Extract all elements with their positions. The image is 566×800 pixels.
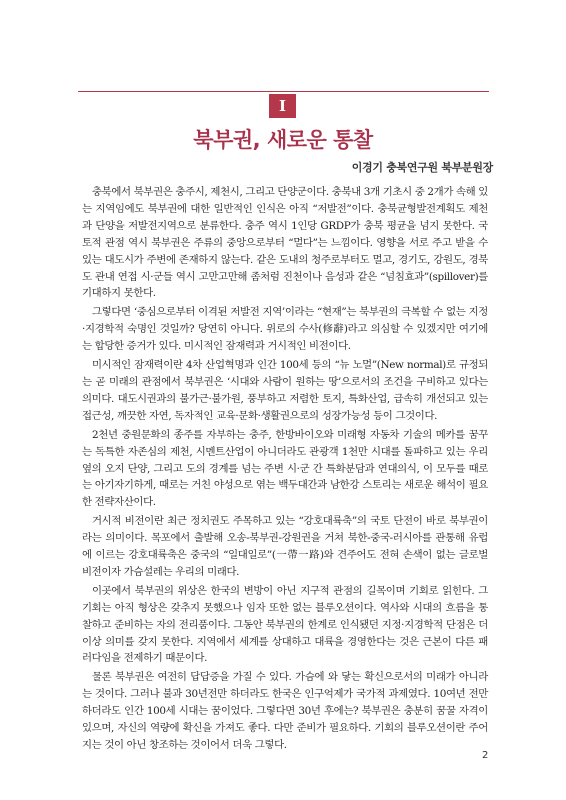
author-line: 이경기 충북연구원 북부분원장 bbox=[351, 161, 493, 174]
chapter-badge: I bbox=[269, 94, 296, 118]
paragraph-5: 거시적 비전이란 최근 정치권도 주목하고 있는 “강호대륙축”의 국토 단전이 바로 북부권이라는 의미이다. 목포에서 출발해 오송-북부권-강원권을 거쳐 북한-중국-러시아를 관통해 유럽에 이르는 강호대륙축은 중국의 “일대일로”(一帶一路)와 견주어도 전혀 손색이 없는 글로벌 비전이자 가슴설레는 우리의 미래다. bbox=[82, 515, 488, 578]
page-number: 2 bbox=[482, 750, 489, 761]
top-divider bbox=[78, 91, 489, 92]
paragraph-1: 충북에서 북부권은 충주시, 제천시, 그리고 단양군이다. 충북내 3개 기초시 중 2개가 속해 있는 지역임에도 북부권에 대한 일반적인 인식은 아직 “저발전”이다. 충북균형발전계획도 제천과 단양을 저발전지역으로 분류한다. 충주 역시 1인당 GRDP가 충북 평균을 넘지 못한다. 국토적 관점 역시 북부권은 주류의 중앙으로부터 “멀다”는 느낌이다. 영향을 서로 주고 받을 수 있는 대도시가 주변에 존재하지 않는다. 같은 도내의 청주로부터도 멀고, 경기도, 강원도, 경북도 관내 연접 시·군들 역시 고만고만해 좀처럼 진천이나 음성과 같은 “넘침효과”(spillover)를 기대하지 못한다. bbox=[82, 186, 488, 300]
paragraph-2: 그렇다면 ‘중심으로부터 이격된 저발전 지역’이라는 “현재”는 북부권의 극복할 수 없는 지정·지경학적 숙명인 것일까? 당연히 아니다. 위로의 수사(修辭)라고 의심할 수 있겠지만 여기에는 합당한 증거가 있다. 미시적인 잠재력과 거시적인 비전이다. bbox=[82, 306, 488, 353]
page-title: 북부권, 새로운 통찰 bbox=[193, 128, 373, 152]
paragraph-4: 2천년 중원문화의 종주를 자부하는 충주, 한방바이오와 미래형 자동차 기술의 메카를 꿈꾸는 독특한 자존심의 제천, 시멘트산업이 아니더라도 관광객 1천만 시대를 돌파하고 있는 우리 옆의 오지 단양, 그리고 도의 경계를 넘는 주변 시·군 간 특화분담과 연대의식, 이 모두를 때로는 아기자기하게, 때로는 거친 야성으로 엮는 백두대간과 남한강 스토리는 새로운 해석이 필요한 전략자산이다. bbox=[82, 428, 488, 509]
paragraph-3: 미시적인 잠재력이란 4차 산업혁명과 인간 100세 등의 “뉴 노멀”(New normal)로 규정되는 곧 미래의 관점에서 북부권은 ‘시대와 사람이 원하는 땅’으로서의 조건을 구비하고 있다는 의미다. 대도시권과의 불가근·불가원, 풍부하고 저렴한 토지, 특화산업, 급속히 개선되고 있는 접근성, 깨끗한 자연, 독자적인 교육·문화·생활권으로의 성장가능성 등이 그것이다. bbox=[82, 359, 488, 422]
paragraph-6: 이곳에서 북부권의 위상은 한국의 변방이 아닌 지구적 관점의 길목이며 기회로 읽힌다. 그 기회는 아직 형상은 갖추지 못했으나 임자 또한 없는 블루오션이다. 역사와 시대의 흐름을 통찰하고 준비하는 자의 전리품이다. 그동안 북부권의 한계로 인식됐던 지정·지경학적 단점은 더 이상 의미를 갖지 못한다. 지역에서 세계를 상대하고 대륙을 경영한다는 것은 근본이 다른 패러다임을 전제하기 때문이다. bbox=[82, 584, 488, 665]
paragraph-7: 물론 북부권은 여전히 답답증을 가질 수 있다. 가슴에 와 닿는 확신으로서의 미래가 아니라는 것이다. 그러나 불과 30년전만 하더라도 한국은 인구억제가 국가적 과제였다. 10여년 전만 하더라도 인간 100세 시대는 꿈이었다. 그렇다면 30년 후에는? 북부권은 충분히 꿈꿀 자격이 있으며, 자신의 역량에 확신을 가져도 좋다. 다만 준비가 필요하다. 기회의 블루오션이란 주어지는 것이 아닌 창조하는 것이어서 더욱 그렇다. bbox=[82, 671, 488, 751]
article-body bbox=[82, 184, 488, 756]
